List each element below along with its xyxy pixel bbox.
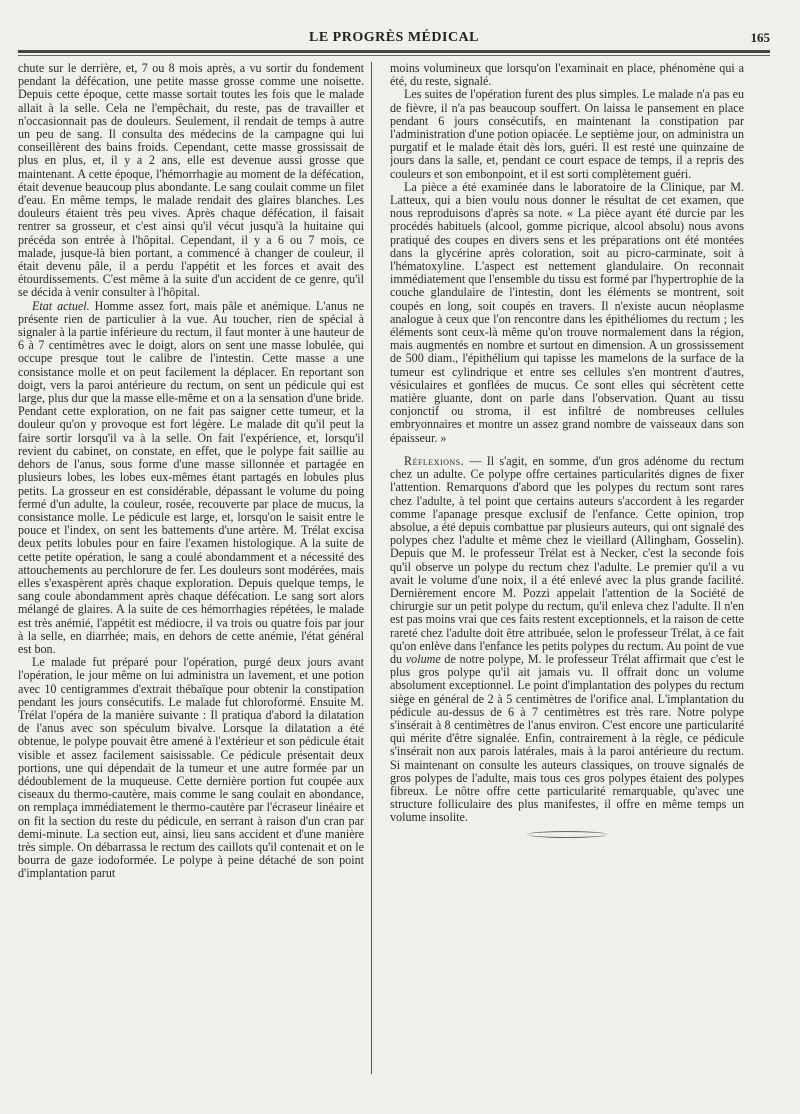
right-paragraph-2: Les suites de l'opération furent des plus simples. Le malade n'a pas eu de fièvre, il n'a pas beaucoup souffert. On laissa le pansement en place pendant 6 jours consécutifs, en maintenant la constipation par l'administration d'une potion opiacée. Le septième jour, on administra un purgatif et le malade était dès lors, guéri. Il est resté une quinzaine de jours dans la salle, et, pendant ce court espace de temps, il a repris des couleurs et son embonpoint, et il est sorti complètement guéri. [390,87,744,181]
column-divider [371,62,372,1074]
end-ornament [527,831,607,838]
right-paragraph-3: La pièce a été examinée dans le laboratoire de la Clinique, par M. Latteux, qui a bien voulu nous donner le résultat de cet examen, que nous reproduisons d'après sa note. « La pièce ayant été durcie par les procédés habituels (alcool, gomme picrique, alcool absolu) nous avons pratiqué des coupes en divers sens et les préparations ont été montées dans la glycérine après coloration, soit au picro-carminate, soit à l'hématoxyline. L'aspect est nettement glandulaire. On reconnait immédiatement que l'ensemble du tissu est formé par l'hypertrophie de la couche glandulaire de l'intestin, dont les éléments se montrent, soit coupés en long, soit coupés en travers. Il n'existe aucun néoplasme analogue à ceux que l'on rencontre dans les épithéliomes du rectum ; les éléments sont ceux-là même qu'on trouve normalement dans la région, mais augmentés en nombre et surtout en dimension. A un grossissement de 500 diam., l'épithélium qui tapisse les mamelons de la surface de la tumeur est cylindrique et entre ses cellules s'en montrent d'autres, vésiculaires et gonflées de mucus. Ce sont elles qui sécrètent cette matière gluante, dont on parle dans l'observation. Quant au tissu conjonctif ou stroma, il est infiltré de nombreuses cellules embryonnaires et montre un assez grand nombre de vaisseaux dans son épaisseur. » [390,179,744,445]
left-paragraph-3: Le malade fut préparé pour l'opération, purgé deux jours avant l'opération, le jour même on lui administra un lavement, et une potion avec 10 centigrammes d'extrait thébaïque pour obtenir la constipation pendant les jours consécutifs. Le malade fut chloroformé. Ensuite M. Trélat l'opéra de la manière suivante : Il pratiqua d'abord la dilatation de l'anus avec son spéculum bivalve. Lorsque la dilatation a été obtenue, le polype pouvait être amené à l'extérieur et son pédicule était visible et assez facilement saisissable. Ce pédicule présentait deux portions, une qui dépendait de la tumeur et une autre formée par un dédoublement de la muqueuse. Cette dernière portion fut coupée aux ciseaux du thermo-cautère, mais comme le sang coulait en abondance, on remplaça immédiatement le thermo-cautère par l'écraseur linéaire et on fit la section du reste du pédicule, en serrant à raison d'un cran par demi-minute. La section eut, ainsi, lieu sans accident et d'une manière très simple. On débarrassa le rectum des caillots qu'il contenait et on le bourra de gaze iodoformée. Le polype à peine détaché de son point d'implantation parut [18,655,364,881]
left-paragraph-2-text: Homme assez fort, mais pâle et anémique. L'anus ne présente rien de particulier à la vue. Au toucher, rien de spécial à signaler à la partie inférieure du rectum, il faut monter à une hauteur de 6 à 7 centimètres avec le doigt, alors on sent une masse lobulée, qui occupe presque tout le calibre de l'intestin. Cette masse a une consistance molle et on peut facilement la déplacer. En reportant son doigt, vers la paroi antérieure du rectum, on sent un pédicule qui est large, plus dur que la masse elle-même et on a la sensation d'une bride. Pendant cette exploration, on ne fait pas saigner cette tumeur, et la douleur qu'on y provoque est fort légère. Le malade dit qu'il peut la faire sortir lorsqu'il va à la selle. On fait l'expérience, et, lorsqu'il revient du cabinet, on constate, en effet, que le polype fait saillie au dehors de l'anus, sous forme d'une masse sillonnée et partagée en plusieurs lobes, les lobes eux-mêmes étant partagés en lobules plus petits. La grosseur en est considérable, dépassant le volume du poing fermé d'un adulte, la couleur, rosée, recouverte par place de mucus, la consistance molle. Le pédicule est large, et, lorsqu'on le saisit entre le pouce et l'index, on sent les battements d'une artère. M. Trélat excisa deux petits lobules pour en faire l'examen histologique. A la suite de cette petite opération, le sang a coulé abondamment et a nécessité des attouchements au perchlorure de fer. Les douleurs sont modérées, mais elles s'exaspèrent après chaque exploration. Depuis quelque temps, le sang coule abondamment après chaque défécation. Le sang sort alors mélangé de glaires. A la suite de ces hémorrhagies répétées, le malade est très anémié, l'appétit est médiocre, il va trois ou quatre fois par jour à la selle, en diarrhée; mais, en dehors de cette anémie, l'état général est bon. [18,298,364,656]
header-rule [18,50,770,56]
emphasis-volume: volume [405,651,441,666]
section-heading-reflexions: Réflexions. [404,453,465,468]
journal-title: LE PROGRÈS MÉDICAL [308,30,480,45]
page-number: 165 [750,30,770,45]
right-paragraph-4-text-a: — Il s'agit, en somme, d'un gros adénome du rectum chez un adulte. Ce polype offre certaines particularités dignes de fixer l'attention. Remarquons d'abord que les polypes du rectum sont rares chez l'adulte, à tel point que certains auteurs s'accordent à les regarder comme l'apanage presque exclusif de l'enfance. Cette opinion, trop absolue, a été depuis combattue par plusieurs auteurs, qui ont signalé des polypes chez l'adulte et même chez le vieillard (Allingham, Gosselin). Depuis que M. le professeur Trélat est à Necker, c'est la seconde fois qu'il observe un polype du rectum chez l'adulte. Le premier qu'il a vu avait le volume d'une noix, il a été enlevé avec la plus grande facilité. Dernièrement encore M. Pozzi appelait l'attention de la Société de chirurgie sur un petit polype du rectum, qu'il enleva chez l'adulte. Il n'en est pas moins vrai que ces faits restent exceptionnels, et la raison de cette rareté chez l'adulte doit être attribuée, selon le professeur Trélat, à ce fait qu'on enlève dans l'enfance les petits polypes du rectum. Au point de vue du [390,453,744,666]
right-paragraph-1: moins volumineux que lorsqu'on l'examinait en place, phénomène qui a été, du reste, signalé. [390,62,744,89]
right-paragraph-4 [390,455,744,825]
section-heading-etat-actuel: Etat actuel. [32,298,90,313]
right-paragraph-4-text-b: de notre polype, M. le professeur Trélat affirmait que c'est le plus gros polype qu'il ait jamais vu. Il offrait donc un volume absolument exceptionnel. Le point d'implantation des polypes du rectum siège en général de 2 à 5 centimètres de l'orifice anal. L'implantation du pédicule au-dessus de 6 à 7 centimètres est très rare. Notre polype s'insérait à 8 centimètres de l'anus environ. C'est encore une particularité qui mérite d'être signalée. Enfin, contrairement à la règle, ce pédicule s'insérait non aux parois latérales, mais à la paroi antérieure du rectum. Si maintenant on consulte les auteurs classiques, on trouve signalés de gros polypes de l'adulte, mais tous ces gros polypes étaient des polypes fibreux. Le nôtre offre cette particularité remarquable, qu'avec une structure folliculaire des plus manifestes, il offre en même temps un volume insolite. [390,651,744,825]
left-column [18,62,364,1072]
page-header [18,30,770,52]
left-paragraph-1: chute sur le derrière, et, 7 ou 8 mois après, a vu sortir du fondement pendant la défécation, une petite masse grosse comme une noisette. Depuis cette époque, cette masse sortait toutes les fois que le malade allait à la selle. Cela ne l'empêchait, du reste, pas de travailler et n'occasionnait pas de douleurs. Seulement, il rendait de temps à autre un peu de sang. Il consulta des médecins de la campagne qui lui conseillèrent des bains froids. Cependant, cette masse grossissait de plus en plus, et, il y a 2 ans, elle est devenue aussi grosse que maintenant. A cette époque, l'hémorrhagie au moment de la défécation, était devenue beaucoup plus abondante. Le sang coulait comme un filet d'eau. En même temps, le malade rendait des glaires blanches. Les douleurs étaient très peu vives. Après chaque défécation, il faisait rentrer sa grosseur, et c'est ainsi qu'il vécut jusqu'à la huitaine qui précéda son entrée à l'hôpital. Cependant, il y a 6 ou 7 mois, ce malade, jusque-là bien portant, a commencé à changer de couleur, il était devenu pâle, il a perdu l'appétit et les forces et avait des étourdissements. C'est même à la suite d'un accident de ce genre, qu'il se décida à venir consulter à l'hôpital. [18,62,364,300]
left-paragraph-2 [18,300,364,656]
right-column [390,62,744,1072]
